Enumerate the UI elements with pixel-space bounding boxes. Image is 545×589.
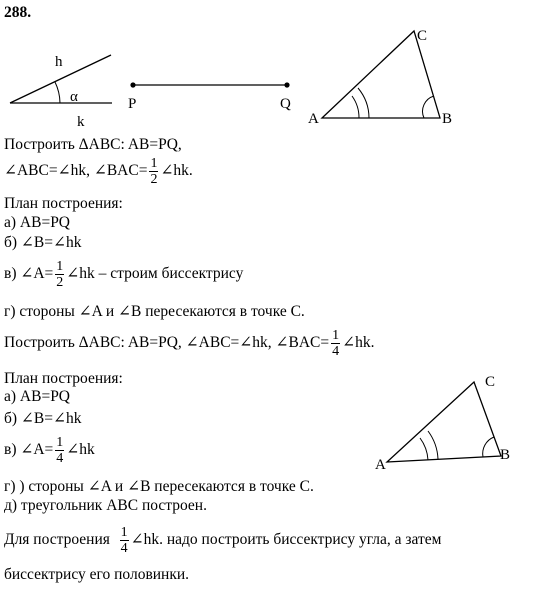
plan1-step-a: а) AB=PQ — [4, 214, 71, 231]
plan2-step-b: б) ∠B=∠hk — [4, 410, 82, 427]
label-alpha: α — [70, 89, 78, 105]
task1-line2 — [4, 154, 193, 188]
plan2-step-c: в) ∠A= $\frac{1}{4}$ ∠hk — [4, 434, 95, 466]
plan1-step-c: в) ∠A= $\frac{1}{2}$ ∠hk – строим биссектрису — [4, 258, 244, 290]
angle-a-arc-2 — [358, 88, 369, 118]
angle-a-arc-1 — [352, 96, 359, 118]
label-a: A — [375, 457, 386, 473]
angle-b-arc — [423, 96, 434, 118]
point-p — [130, 82, 135, 87]
angle-a-arc-1 — [420, 438, 428, 460]
angle-arc — [55, 82, 60, 103]
label-b: B — [442, 111, 453, 127]
note-line2: биссектрису его половинки. — [4, 566, 190, 583]
point-q — [284, 82, 289, 87]
fraction-one-quarter: $\frac{1}{4}$ — [120, 524, 128, 556]
fraction-one-half: $\frac{1}{2}$ — [56, 258, 64, 290]
task1-line2-post: ∠hk. — [160, 162, 193, 179]
triangle-2 — [387, 382, 501, 462]
fraction-one-quarter: $\frac{1}{4}$ — [332, 327, 340, 359]
task1-line1: Построить ΔABC: AB=PQ, — [4, 136, 182, 153]
plan2-step-a: а) AB=PQ — [4, 388, 71, 405]
label-a: A — [308, 111, 319, 127]
plan2-step-e: д) треугольник ABC построен. — [4, 497, 207, 514]
problem-number: 288. — [4, 4, 32, 21]
plan2-step-d: г) ) стороны ∠A и ∠B пересекаются в точке C. — [4, 478, 314, 495]
task2-line: Построить ΔABC: AB=PQ, ∠ABC=∠hk, ∠BAC= $\frac{1}{4}$ ∠hk. — [4, 327, 375, 359]
plan2-title: План построения: — [4, 370, 123, 387]
figure-triangle-2 — [370, 375, 540, 475]
angle-b-arc — [483, 437, 494, 457]
label-c: C — [485, 375, 496, 390]
label-p: P — [128, 96, 137, 112]
figure-angle-segment-triangle — [0, 0, 545, 135]
plan1-title: План построения: — [4, 195, 123, 212]
task1-line2-pre: ∠ABC=∠hk, ∠BAC= — [4, 162, 148, 179]
fraction-one-quarter: $\frac{1}{4}$ — [56, 434, 64, 466]
plan1-step-d: г) стороны ∠A и ∠B пересекаются в точке C. — [4, 303, 305, 320]
triangle-1 — [322, 31, 440, 118]
label-h: h — [55, 54, 63, 70]
label-c: C — [417, 28, 428, 44]
label-k: k — [77, 114, 85, 130]
angle-a-arc-2 — [428, 431, 438, 459]
label-q: Q — [280, 96, 291, 112]
note-line1: Для построения $\frac{1}{4}$ ∠hk. надо построить биссектрису угла, а затем — [4, 524, 442, 556]
plan1-step-b: б) ∠B=∠hk — [4, 234, 82, 251]
label-b: B — [500, 447, 511, 463]
fraction-one-half: $\frac{1}{2}$ — [150, 155, 158, 187]
